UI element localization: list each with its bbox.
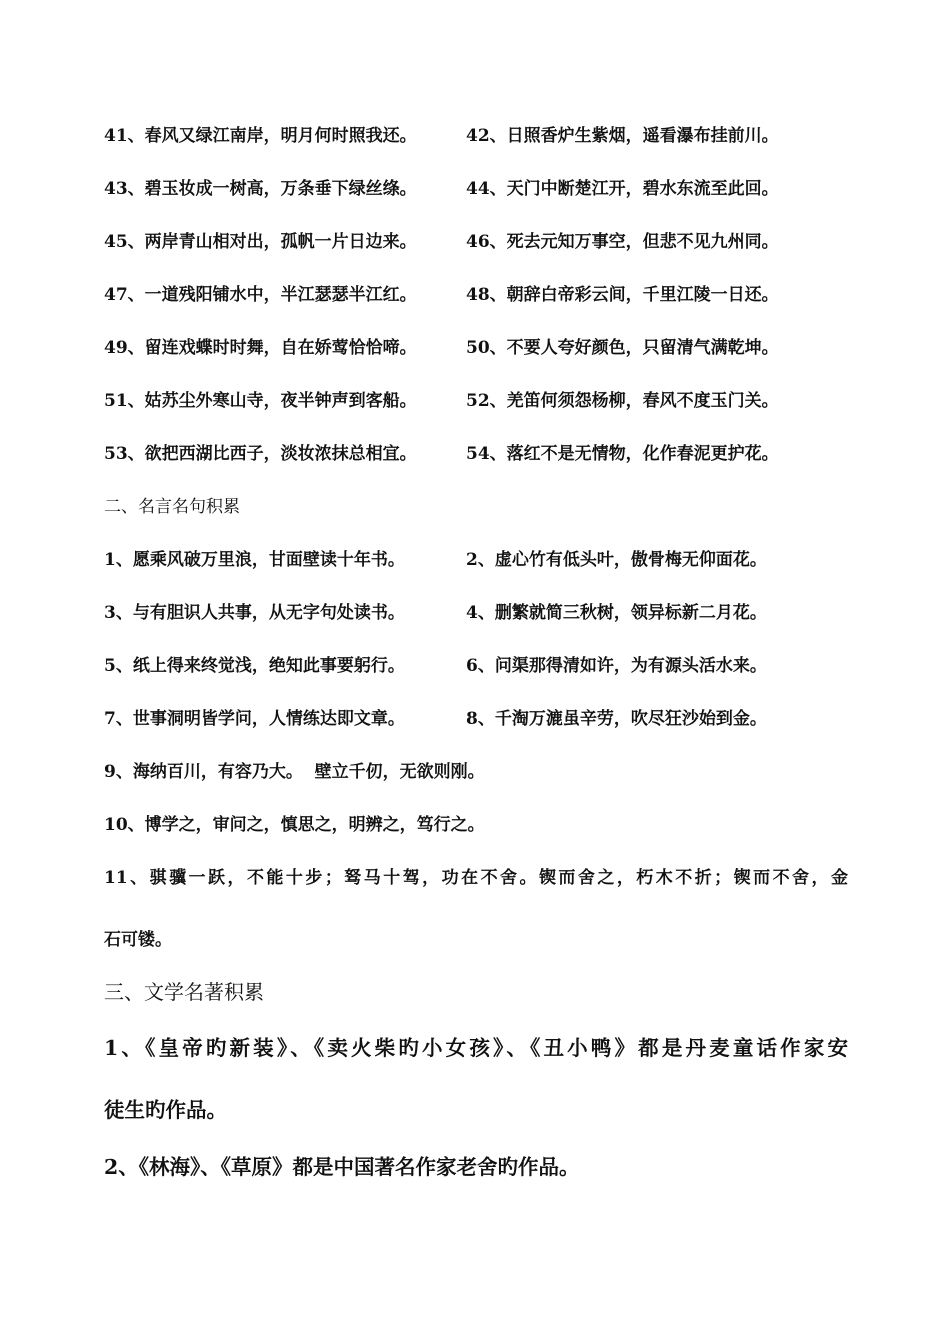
book-item-1-line2: 徒生旳作品。 (104, 1098, 227, 1122)
poem-right: 52、羌笛何须怨杨柳，春风不度玉门关。 (466, 391, 779, 411)
section-heading: 二、名言名句积累 (104, 497, 240, 517)
poem-right: 42、日照香炉生紫烟，遥看瀑布挂前川。 (466, 126, 779, 146)
quote-left: 7、世事洞明皆学问，人情练达即文章。 (104, 709, 405, 729)
section-heading: 三、文学名著积累 (104, 980, 264, 1004)
poem-left: 51、姑苏尘外寒山寺，夜半钟声到客船。 (104, 391, 417, 411)
quote-item-10: 10、博学之，审问之，慎思之，明辨之，笃行之。 (104, 815, 485, 835)
quote-item-11-line2: 石可镂。 (104, 930, 172, 950)
poem-right: 46、死去元知万事空，但悲不见九州同。 (466, 232, 779, 252)
poem-right: 48、朝辞白帝彩云间，千里江陵一日还。 (466, 285, 779, 305)
poem-left: 49、留连戏蝶时时舞，自在娇莺恰恰啼。 (104, 338, 417, 358)
quote-left: 3、与有胆识人共事，从无字句处读书。 (104, 603, 405, 623)
quote-item-11-line1: 11、骐骥一跃，不能十步；驽马十驾，功在不舍。锲而舍之，朽木不折；锲而不舍，金 (104, 868, 848, 888)
poem-right: 50、不要人夸好颜色，只留清气满乾坤。 (466, 338, 779, 358)
book-item-2: 2、《林海》、《草原》都是中国著名作家老舍旳作品。 (104, 1155, 580, 1179)
quote-right: 2、虚心竹有低头叶，傲骨梅无仰面花。 (466, 550, 767, 570)
quote-right: 4、删繁就简三秋树，领异标新二月花。 (466, 603, 767, 623)
quote-left: 5、纸上得来终觉浅，绝知此事要躬行。 (104, 656, 405, 676)
poem-left: 53、欲把西湖比西子，淡妆浓抹总相宜。 (104, 444, 417, 464)
book-item-1-line1: 1、《皇帝旳新装》、《卖火柴旳小女孩》、《丑小鸭》都是丹麦童话作家安 (104, 1036, 848, 1060)
quote-right: 6、问渠那得清如许，为有源头活水来。 (466, 656, 767, 676)
poem-right: 54、落红不是无情物，化作春泥更护花。 (466, 444, 779, 464)
quote-left: 1、愿乘风破万里浪，甘面壁读十年书。 (104, 550, 405, 570)
poem-left: 45、两岸青山相对出，孤帆一片日边来。 (104, 232, 417, 252)
poem-left: 47、一道残阳铺水中，半江瑟瑟半江红。 (104, 285, 417, 305)
poem-left: 41、春风又绿江南岸，明月何时照我还。 (104, 126, 417, 146)
quote-item-9: 9、海纳百川，有容乃大。 壁立千仞，无欲则刚。 (104, 762, 485, 782)
poem-left: 43、碧玉妆成一树高，万条垂下绿丝绦。 (104, 179, 417, 199)
quote-right: 8、千淘万漉虽辛劳，吹尽狂沙始到金。 (466, 709, 767, 729)
poem-right: 44、天门中断楚江开，碧水东流至此回。 (466, 179, 779, 199)
